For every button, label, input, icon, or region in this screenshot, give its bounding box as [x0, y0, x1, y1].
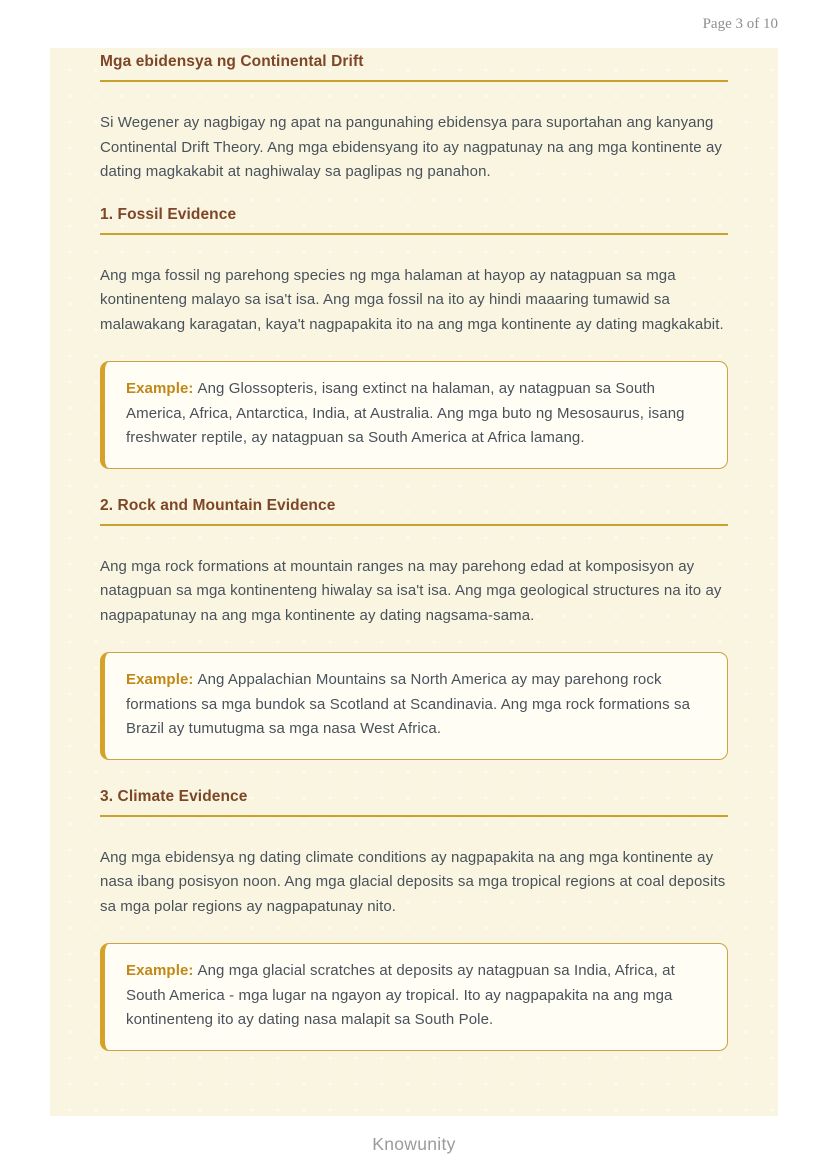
- example-box: [100, 652, 728, 760]
- section-paragraph: Ang mga fossil ng parehong species ng mga halaman at hayop ay natagpuan sa mga kontinenteng malayo sa isa't isa. Ang mga fossil na ito ay hindi maaaring tumawid sa malawakang karagatan, kaya't nagpapakita ito na ang mga kontinente ay dating magkakabit.: [100, 266, 724, 333]
- document-page: [50, 48, 778, 1116]
- section-heading: 3. Climate Evidence: [100, 788, 728, 817]
- example-label: Example:: [126, 380, 194, 397]
- example-box: [100, 943, 728, 1051]
- section-heading: 2. Rock and Mountain Evidence: [100, 497, 728, 526]
- example-label: Example:: [126, 671, 194, 688]
- example-label: Example:: [126, 962, 194, 979]
- section-paragraph: Ang mga ebidensya ng dating climate conditions ay nagpapakita na ang mga kontinente ay nasa ibang posisyon noon. Ang mga glacial deposits sa mga tropical regions at coal deposits sa mga polar regions ay nagpapatunay nito.: [100, 848, 726, 915]
- section-climate-evidence: [100, 788, 728, 1051]
- footer-brand: Knowunity: [372, 1134, 456, 1154]
- example-text: Ang mga glacial scratches at deposits ay natagpuan sa India, Africa, at South America - mga lugar na ngayon ay tropical. Ito ay nagpapakita na ang mga kontinenteng ito ay dating nasa malapit sa South Pole.: [126, 962, 675, 1028]
- document-title: Mga ebidensya ng Continental Drift: [100, 53, 728, 82]
- example-text: Ang Glossopteris, isang extinct na halaman, ay natagpuan sa South America, Africa, Antarctica, India, at Australia. Ang mga buto ng Mesosaurus, isang freshwater reptile, ay natagpuan sa South America at Africa lamang.: [126, 380, 685, 446]
- page-indicator: Page 3 of 10: [702, 16, 778, 32]
- section-paragraph: Ang mga rock formations at mountain ranges na may parehong edad at komposisyon ay natagpuan sa mga kontinenteng hiwalay sa isa't isa. Ang mga geological structures na ito ay nagpapatunay na ang mga kontinente ay dating nagsama-sama.: [100, 557, 722, 624]
- section-fossil-evidence: [100, 206, 728, 469]
- section-heading: 1. Fossil Evidence: [100, 206, 728, 235]
- example-text: Ang Appalachian Mountains sa North America ay may parehong rock formations sa mga bundok sa Scotland at Scandinavia. Ang mga rock formations sa Brazil ay tumutugma sa mga nasa West Africa.: [126, 671, 691, 737]
- intro-paragraph: Si Wegener ay nagbigay ng apat na pangunahing ebidensya para suportahan ang kanyang Continental Drift Theory. Ang mga ebidensyang ito ay nagpatunay na ang mga kontinente ay dating magkakabit at naghiwalay sa paglipas ng panahon.: [100, 114, 722, 180]
- example-box: [100, 361, 728, 469]
- section-rock-mountain-evidence: [100, 497, 728, 760]
